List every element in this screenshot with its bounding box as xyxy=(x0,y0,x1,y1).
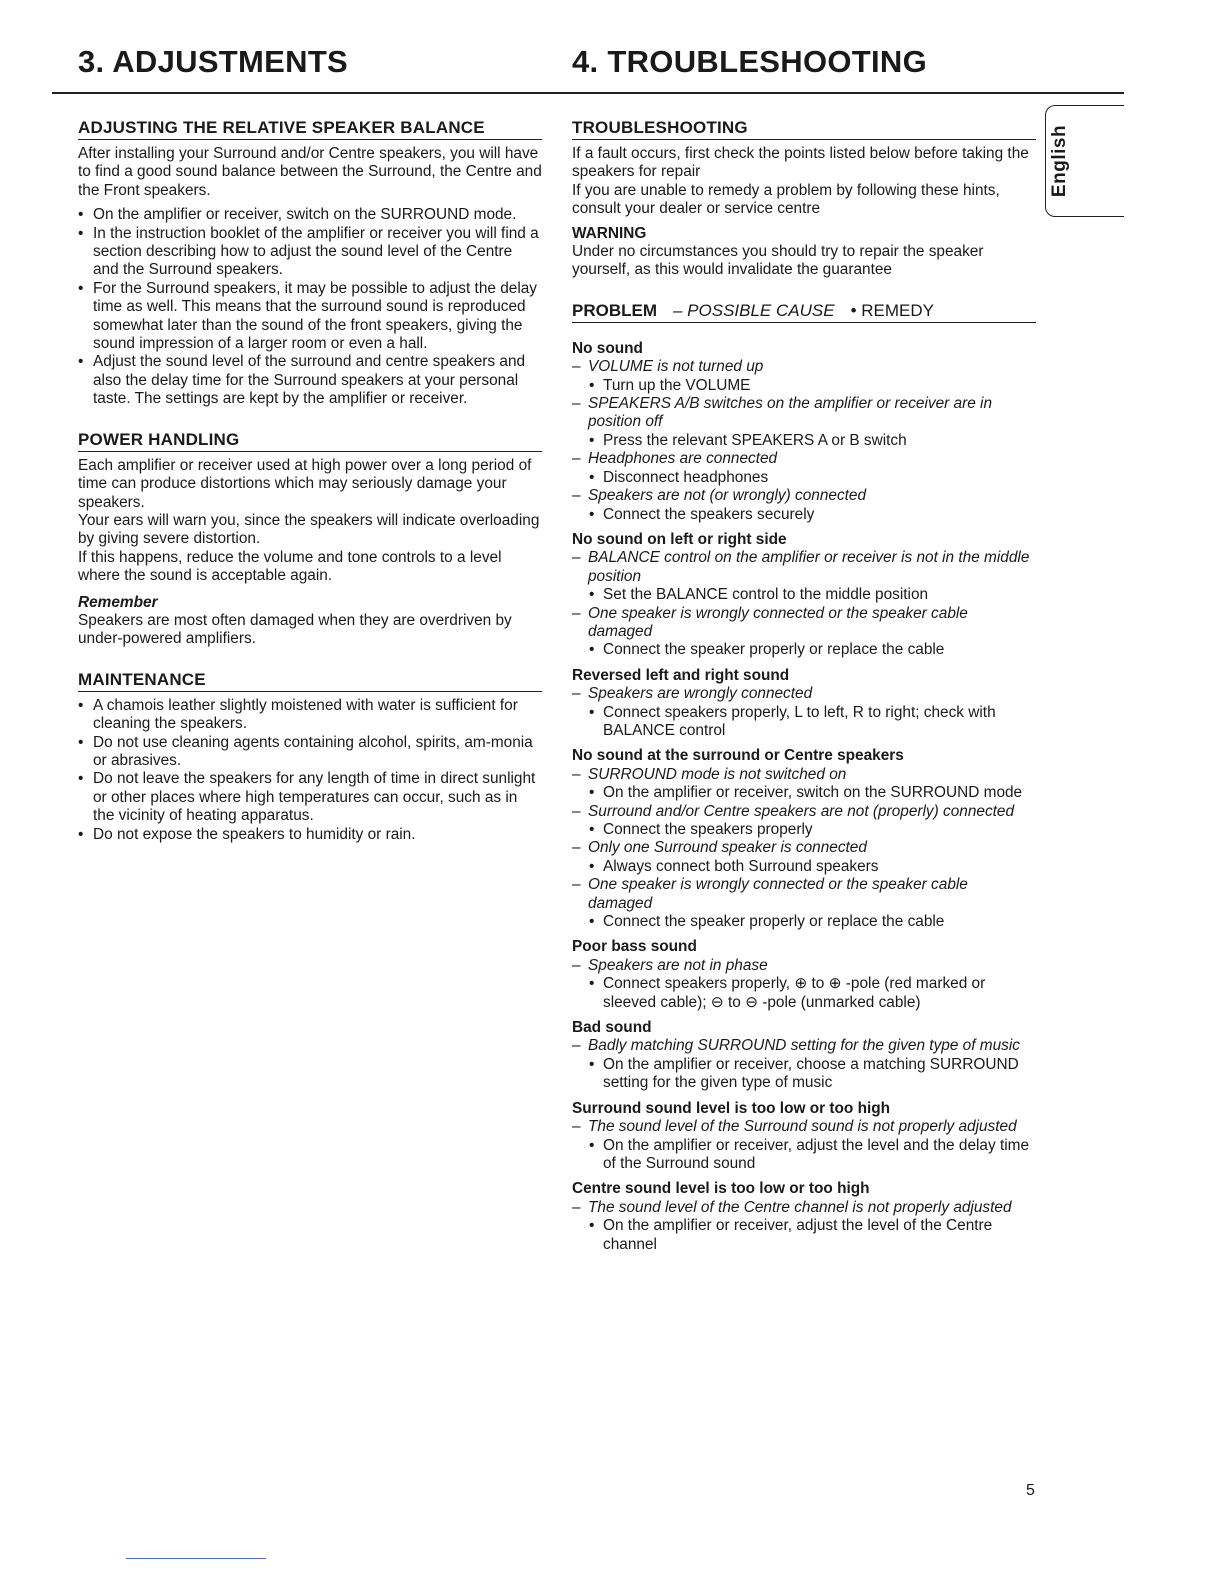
page-heading-adjustments: 3. ADJUSTMENTS xyxy=(78,44,349,79)
power-paragraph: Your ears will warn you, since the speakers will indicate overloading by giving severe distortion. xyxy=(78,511,540,548)
remedy: • Turn up the VOLUME xyxy=(572,377,1036,395)
possible-cause: – Speakers are not in phase xyxy=(572,957,1036,975)
list-item: • Adjust the sound level of the surround and centre speakers and also the delay time for the Surround speakers at your personal taste. The settings are kept by the amplifier or receiver. xyxy=(78,353,542,408)
possible-cause: – The sound level of the Centre channel is not properly adjusted xyxy=(572,1199,1036,1217)
language-tab xyxy=(1045,105,1124,217)
remedy: • Connect speakers properly, ⊕ to ⊕ -pole (red marked or sleeved cable); ⊖ to ⊖ -pole (unmarked cable) xyxy=(572,975,1036,1012)
possible-cause: – SPEAKERS A/B switches on the amplifier or receiver are in position off xyxy=(572,395,1036,432)
remember-text: Speakers are most often damaged when they are overdriven by under-powered amplifiers. xyxy=(78,611,512,648)
possible-cause: – Speakers are wrongly connected xyxy=(572,685,1036,703)
power-paragraph: Each amplifier or receiver used at high power over a long period of time can produce distortions which may seriously damage your speakers. xyxy=(78,456,532,511)
header-rule xyxy=(52,92,1124,94)
page-heading-troubleshooting: 4. TROUBLESHOOTING xyxy=(572,44,928,79)
remedy: • On the amplifier or receiver, choose a matching SURROUND setting for the given type of music xyxy=(572,1056,1036,1093)
possible-cause: – Only one Surround speaker is connected xyxy=(572,839,1036,857)
list-item: • A chamois leather slightly moistened with water is sufficient for cleaning the speakers. xyxy=(78,697,542,734)
remedy: • Set the BALANCE control to the middle position xyxy=(572,586,1036,604)
possible-cause: – VOLUME is not turned up xyxy=(572,358,1036,376)
remedy: • Connect the speakers securely xyxy=(572,506,1036,524)
problem-list xyxy=(572,340,1036,1254)
right-column xyxy=(572,118,1036,1254)
list-item: • In the instruction booklet of the amplifier or receiver you will find a section describing how to adjust the sound level of the Centre and the Surround speakers. xyxy=(78,225,542,280)
list-item: • Do not use cleaning agents containing alcohol, spirits, am-monia or abrasives. xyxy=(78,734,542,771)
problem-legend xyxy=(572,301,1036,323)
problem-title: Surround sound level is too low or too high xyxy=(572,1099,891,1117)
problem-title: No sound at the surround or Centre speakers xyxy=(572,747,904,765)
legend-problem: PROBLEM xyxy=(572,300,657,320)
legend-cause: – POSSIBLE CAUSE xyxy=(673,300,835,320)
maintenance-list xyxy=(78,697,542,844)
possible-cause: – Headphones are connected xyxy=(572,450,1036,468)
section-title-troubleshooting: TROUBLESHOOTING xyxy=(572,118,1036,140)
possible-cause: – Badly matching SURROUND setting for the given type of music xyxy=(572,1037,1036,1055)
remedy: • Connect the speakers properly xyxy=(572,821,1036,839)
remedy: • Press the relevant SPEAKERS A or B switch xyxy=(572,432,1036,450)
list-item: • For the Surround speakers, it may be possible to adjust the delay time as well. This means that the surround sound is reproduced somewhat later than the sound of the front speakers, giving the sound impression of a larger room or even a hall. xyxy=(78,280,542,354)
possible-cause: – Speakers are not (or wrongly) connected xyxy=(572,487,1036,505)
possible-cause: – The sound level of the Surround sound is not properly adjusted xyxy=(572,1118,1036,1136)
remedy: • Always connect both Surround speakers xyxy=(572,858,1036,876)
problem-title: Bad sound xyxy=(572,1019,652,1037)
remedy: • Connect speakers properly, L to left, R to right; check with BALANCE control xyxy=(572,704,1036,741)
remember-heading: Remember xyxy=(78,593,158,611)
remedy: • Connect the speaker properly or replace the cable xyxy=(572,913,1036,931)
troubleshooting-intro: If you are unable to remedy a problem by following these hints, consult your dealer or service centre xyxy=(572,181,1000,218)
remedy: • On the amplifier or receiver, switch on the SURROUND mode xyxy=(572,784,1036,802)
section-title-maintenance: MAINTENANCE xyxy=(78,670,542,692)
problem-title: Poor bass sound xyxy=(572,938,697,956)
possible-cause: – SURROUND mode is not switched on xyxy=(572,766,1036,784)
warning-heading: WARNING xyxy=(572,224,647,242)
section-title-speaker-balance: ADJUSTING THE RELATIVE SPEAKER BALANCE xyxy=(78,118,542,140)
remedy: • Connect the speaker properly or replace the cable xyxy=(572,641,1036,659)
language-tab-label: English xyxy=(1049,124,1070,198)
page-number: 5 xyxy=(1026,1482,1035,1499)
divider xyxy=(126,1558,266,1559)
balance-list xyxy=(78,206,542,408)
list-item: • Do not expose the speakers to humidity or rain. xyxy=(78,826,542,844)
left-column xyxy=(78,118,542,844)
possible-cause: – Surround and/or Centre speakers are not (properly) connected xyxy=(572,803,1036,821)
warning-text: Under no circumstances you should try to repair the speaker yourself, as this would invalidate the guarantee xyxy=(572,243,984,279)
balance-intro: After installing your Surround and/or Centre speakers, you will have to find a good sound balance between the Surround, the Centre and the Front speakers. xyxy=(78,145,542,199)
remedy: • On the amplifier or receiver, adjust the level of the Centre channel xyxy=(572,1217,1036,1254)
section-title-power-handling: POWER HANDLING xyxy=(78,430,542,452)
possible-cause: – One speaker is wrongly connected or the speaker cable damaged xyxy=(572,605,1036,642)
power-paragraph: If this happens, reduce the volume and tone controls to a level where the sound is acceptable again. xyxy=(78,548,502,585)
remedy: • On the amplifier or receiver, adjust the level and the delay time of the Surround sound xyxy=(572,1137,1036,1174)
troubleshooting-intro: If a fault occurs, first check the points listed below before taking the speakers for repair xyxy=(572,145,1029,181)
list-item: • On the amplifier or receiver, switch on the SURROUND mode. xyxy=(78,206,542,224)
list-item: • Do not leave the speakers for any length of time in direct sunlight or other places where high temperatures can occur, such as in the vicinity of heating apparatus. xyxy=(78,770,542,825)
problem-title: No sound xyxy=(572,339,643,357)
remedy: • Disconnect headphones xyxy=(572,469,1036,487)
problem-title: Centre sound level is too low or too high xyxy=(572,1180,870,1198)
possible-cause: – One speaker is wrongly connected or the speaker cable damaged xyxy=(572,876,1036,913)
problem-title: No sound on left or right side xyxy=(572,530,787,548)
legend-remedy: • REMEDY xyxy=(850,300,934,320)
problem-title: Reversed left and right sound xyxy=(572,666,790,684)
possible-cause: – BALANCE control on the amplifier or receiver is not in the middle position xyxy=(572,549,1036,586)
